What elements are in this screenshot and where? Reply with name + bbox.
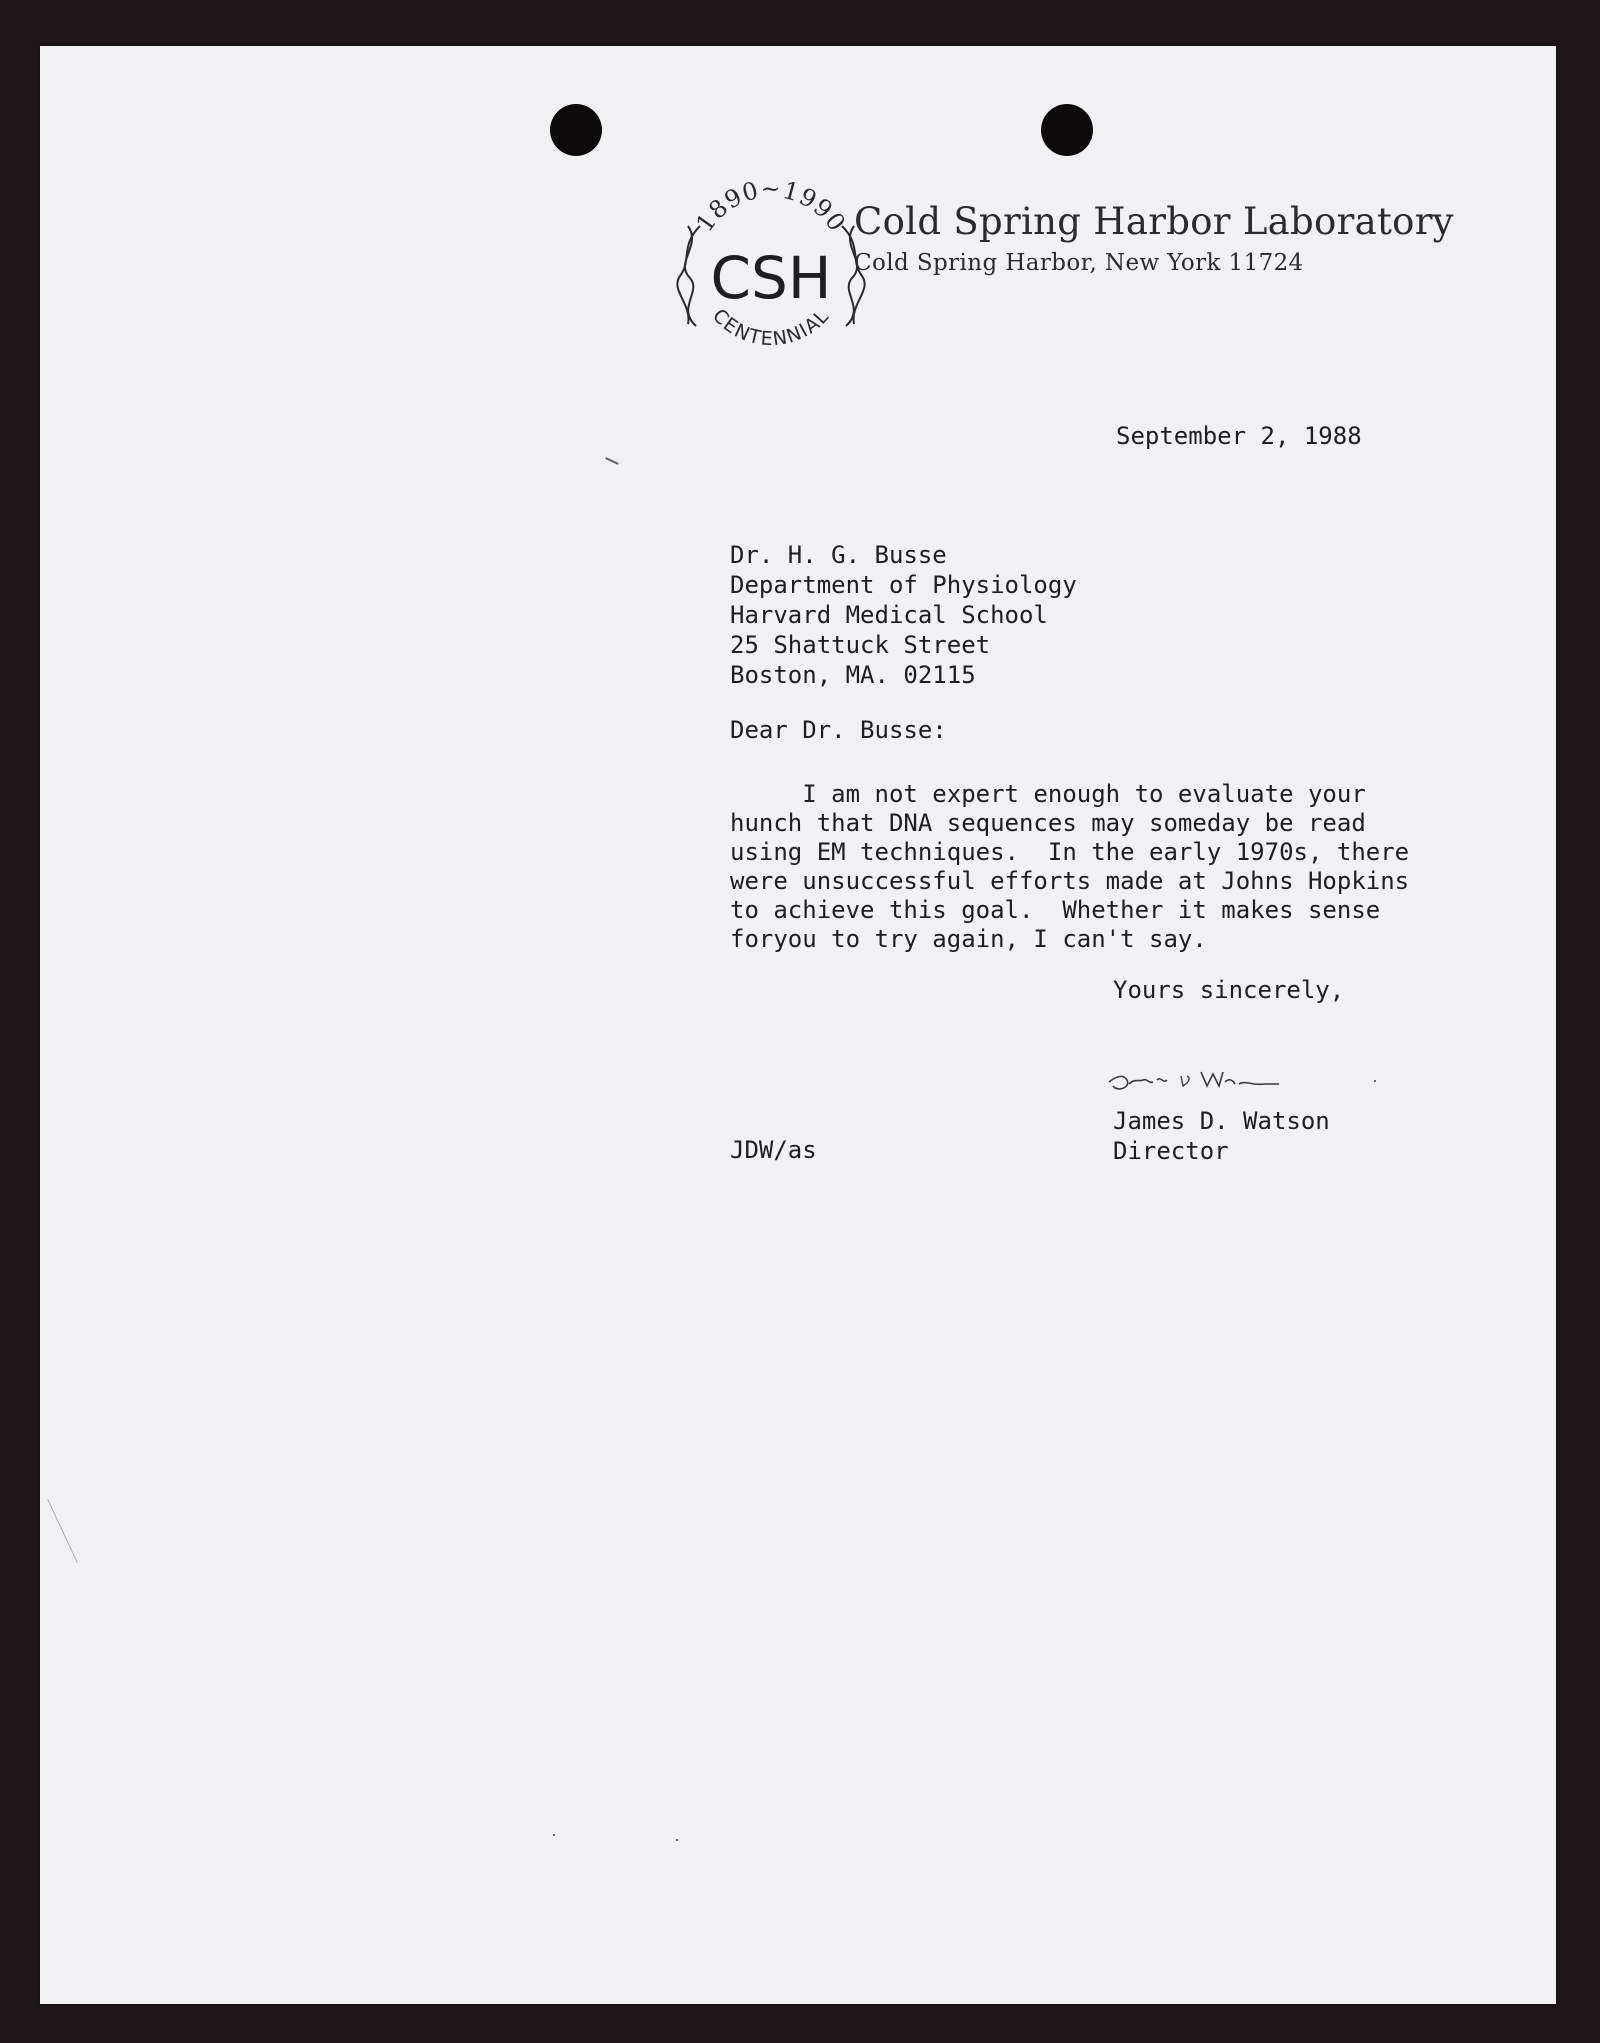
paper-mark	[47, 1499, 77, 1563]
csh-centennial-seal	[662, 164, 880, 382]
letter-page	[40, 46, 1556, 2004]
seal-years: 1890~1990	[690, 175, 852, 237]
body-line: hunch that DNA sequences may someday be read	[730, 809, 1366, 837]
signature-block	[1113, 1106, 1330, 1166]
paper-mark	[676, 1839, 678, 1841]
seal-monogram: CSH	[710, 244, 832, 312]
recipient-line: Harvard Medical School	[730, 601, 1048, 629]
closing: Yours sincerely,	[1113, 976, 1345, 1004]
paper-mark	[1374, 1080, 1376, 1082]
letter-body	[730, 780, 1409, 954]
signer-name: James D. Watson	[1113, 1107, 1330, 1135]
recipient-line: 25 Shattuck Street	[730, 631, 991, 659]
paper-mark	[605, 457, 619, 465]
letter-date: September 2, 1988	[1116, 422, 1362, 450]
punch-hole-left	[550, 104, 602, 156]
body-line: foryou to try again, I can't say.	[730, 925, 1207, 953]
organization-name: Cold Spring Harbor Laboratory	[854, 200, 1454, 243]
salutation: Dear Dr. Busse:	[730, 716, 947, 744]
recipient-address	[730, 540, 1077, 690]
letterhead	[854, 198, 1454, 280]
reference-initials: JDW/as	[730, 1136, 817, 1164]
recipient-line: Boston, MA. 02115	[730, 661, 976, 689]
svg-text:1890~1990	[690, 175, 851, 237]
body-line: to achieve this goal. Whether it makes sense	[730, 896, 1381, 924]
recipient-line: Dr. H. G. Busse	[730, 541, 947, 569]
seal-word: CENTENNIAL	[708, 304, 834, 351]
paper-mark	[553, 1834, 555, 1836]
body-line: using EM techniques. In the early 1970s, there	[730, 838, 1410, 866]
recipient-line: Department of Physiology	[730, 571, 1077, 599]
organization-address: Cold Spring Harbor, New York 11724	[854, 250, 1304, 276]
signer-title: Director	[1113, 1137, 1229, 1165]
punch-hole-right	[1041, 104, 1093, 156]
handwritten-signature	[1103, 1062, 1283, 1096]
body-line: were unsuccessful efforts made at Johns Hopkins	[730, 867, 1410, 895]
body-line: I am not expert enough to evaluate your	[730, 780, 1366, 808]
